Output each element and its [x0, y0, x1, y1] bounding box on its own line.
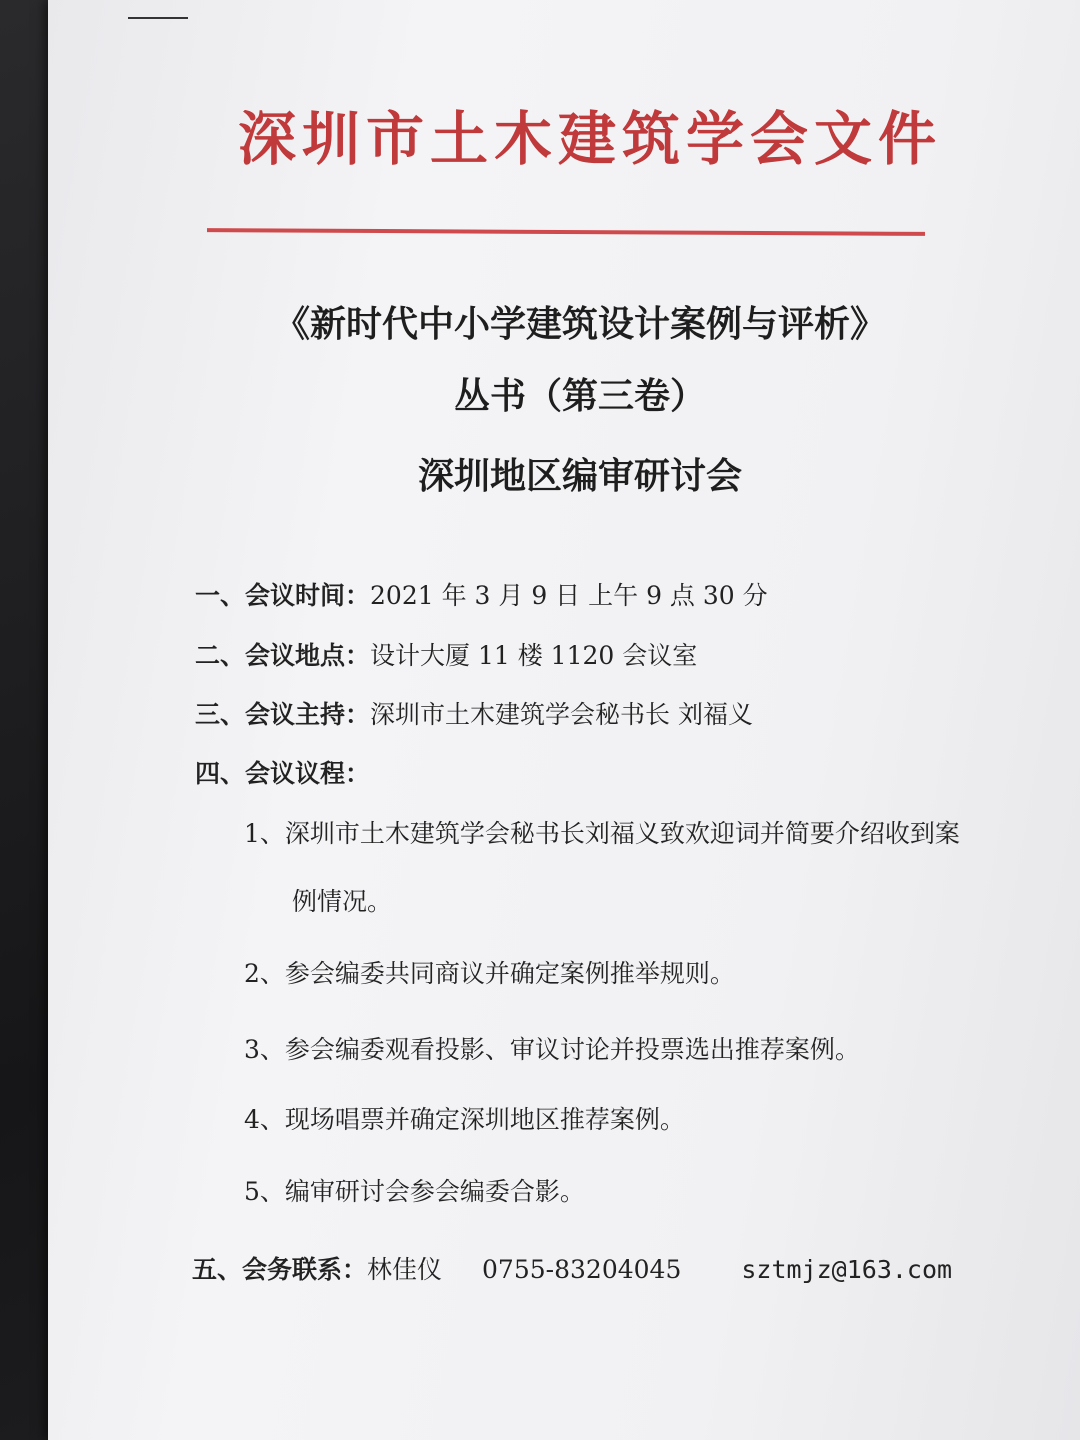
contact-row [192, 1250, 952, 1286]
agenda-item-5: 5、编审研讨会参会编委合影。 [244, 1177, 585, 1206]
contact-name: 林佳仪 [367, 1255, 443, 1284]
contact-phone: 0755-83204045 [482, 1255, 682, 1284]
agenda-item-1-continued: 例情况。 [292, 887, 393, 916]
contact-email: sztmjz@163.com [741, 1255, 953, 1284]
agenda-item-4: 4、现场唱票并确定深圳地区推荐案例。 [244, 1105, 685, 1134]
meeting-time-value: 2021 年 3 月 9 日 上午 9 点 30 分 [370, 581, 768, 610]
meeting-agenda-row [195, 754, 370, 790]
meeting-place-value: 设计大厦 11 楼 1120 会议室 [370, 641, 698, 670]
meeting-agenda-label: 四、会议议程： [195, 759, 371, 788]
meeting-host-label: 三、会议主持： [195, 700, 371, 729]
organization-header: 深圳市土木建筑学会文件 [237, 105, 942, 173]
meeting-time-row [195, 576, 768, 612]
document-title-line-2: 丛书（第三卷） [453, 376, 706, 417]
contact-label: 五、会务联系： [192, 1255, 368, 1284]
meeting-time-label: 一、会议时间： [195, 581, 371, 610]
document-title-line-1: 《新时代中小学建筑设计案例与评析》 [273, 304, 886, 345]
agenda-item-2: 2、参会编委共同商议并确定案例推举规则。 [244, 959, 735, 988]
meeting-host-value: 深圳市土木建筑学会秘书长 刘福义 [370, 700, 753, 729]
document-title-line-3: 深圳地区编审研讨会 [417, 456, 742, 497]
agenda-item-3: 3、参会编委观看投影、审议讨论并投票选出推荐案例。 [244, 1035, 860, 1064]
meeting-place-row [195, 636, 697, 672]
agenda-item-1: 1、深圳市土木建筑学会秘书长刘福义致欢迎词并简要介绍收到案 [244, 819, 960, 848]
meeting-host-row [195, 695, 753, 731]
meeting-place-label: 二、会议地点： [195, 641, 371, 670]
pen-mark [128, 17, 188, 19]
